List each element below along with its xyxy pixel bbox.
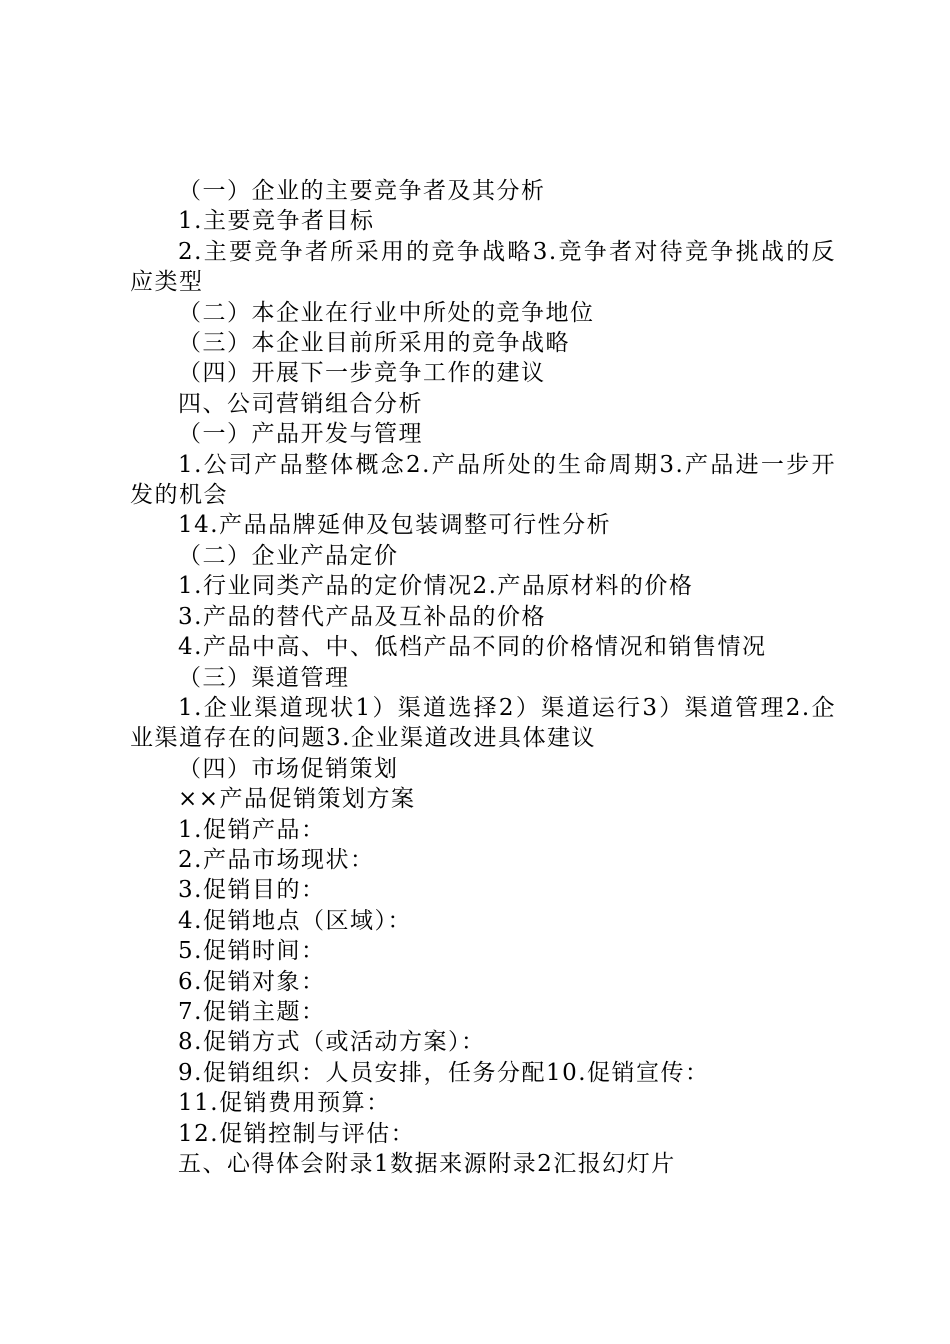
document-line: （二）本企业在行业中所处的竞争地位 bbox=[178, 299, 595, 326]
document-line: 1.行业同类产品的定价情况2.产品原材料的价格 bbox=[178, 573, 694, 600]
document-line: （四）市场促销策划 bbox=[178, 755, 399, 782]
document-line: 4.产品中高、中、低档产品不同的价格情况和销售情况 bbox=[178, 634, 767, 661]
document-line: （二）企业产品定价 bbox=[178, 542, 399, 569]
document-line: 7.促销主题： bbox=[178, 998, 326, 1025]
document-line: （一）产品开发与管理 bbox=[178, 421, 423, 448]
document-line: （三）本企业目前所采用的竞争战略 bbox=[178, 330, 570, 357]
document-line: 4.促销地点（区域）： bbox=[178, 907, 412, 934]
document-line: 四、公司营销组合分析 bbox=[178, 390, 423, 417]
document-line: 1.企业渠道现状1）渠道选择2）渠道运行3）渠道管理2.企业渠道存在的问题3.企业渠道改进具体建议 bbox=[130, 694, 836, 752]
document-line: （三）渠道管理 bbox=[178, 664, 350, 691]
document-line: 1.公司产品整体概念2.产品所处的生命周期3.产品进一步开发的机会 bbox=[130, 451, 836, 509]
document-line: 五、心得体会附录1数据来源附录2汇报幻灯片 bbox=[178, 1151, 676, 1177]
document-line: 3.促销目的： bbox=[178, 877, 326, 904]
document-line: 2.产品市场现状： bbox=[178, 846, 375, 873]
document-body bbox=[130, 176, 836, 1179]
document-line: 1.主要竞争者目标 bbox=[178, 208, 375, 235]
document-line: （一）企业的主要竞争者及其分析 bbox=[178, 178, 546, 204]
document-line: 2.主要竞争者所采用的竞争战略3.竞争者对待竞争挑战的反应类型 bbox=[130, 238, 836, 296]
document-line: 6.促销对象： bbox=[178, 968, 326, 995]
document-line: 11.促销费用预算： bbox=[178, 1090, 391, 1117]
document-line: 9.促销组织：人员安排，任务分配10.促销宣传： bbox=[178, 1059, 710, 1086]
document-line: 8.促销方式（或活动方案）： bbox=[178, 1029, 486, 1056]
document-line: 1.促销产品： bbox=[178, 816, 326, 843]
document-line: 12.促销控制与评估： bbox=[178, 1120, 416, 1147]
document-line: 3.产品的替代产品及互补品的价格 bbox=[178, 603, 546, 630]
document-line: 5.促销时间： bbox=[178, 938, 326, 965]
document-line: （四）开展下一步竞争工作的建议 bbox=[178, 360, 546, 387]
document-line: 14.产品品牌延伸及包装调整可行性分析 bbox=[178, 512, 612, 539]
document-line: ××产品促销策划方案 bbox=[178, 786, 416, 813]
